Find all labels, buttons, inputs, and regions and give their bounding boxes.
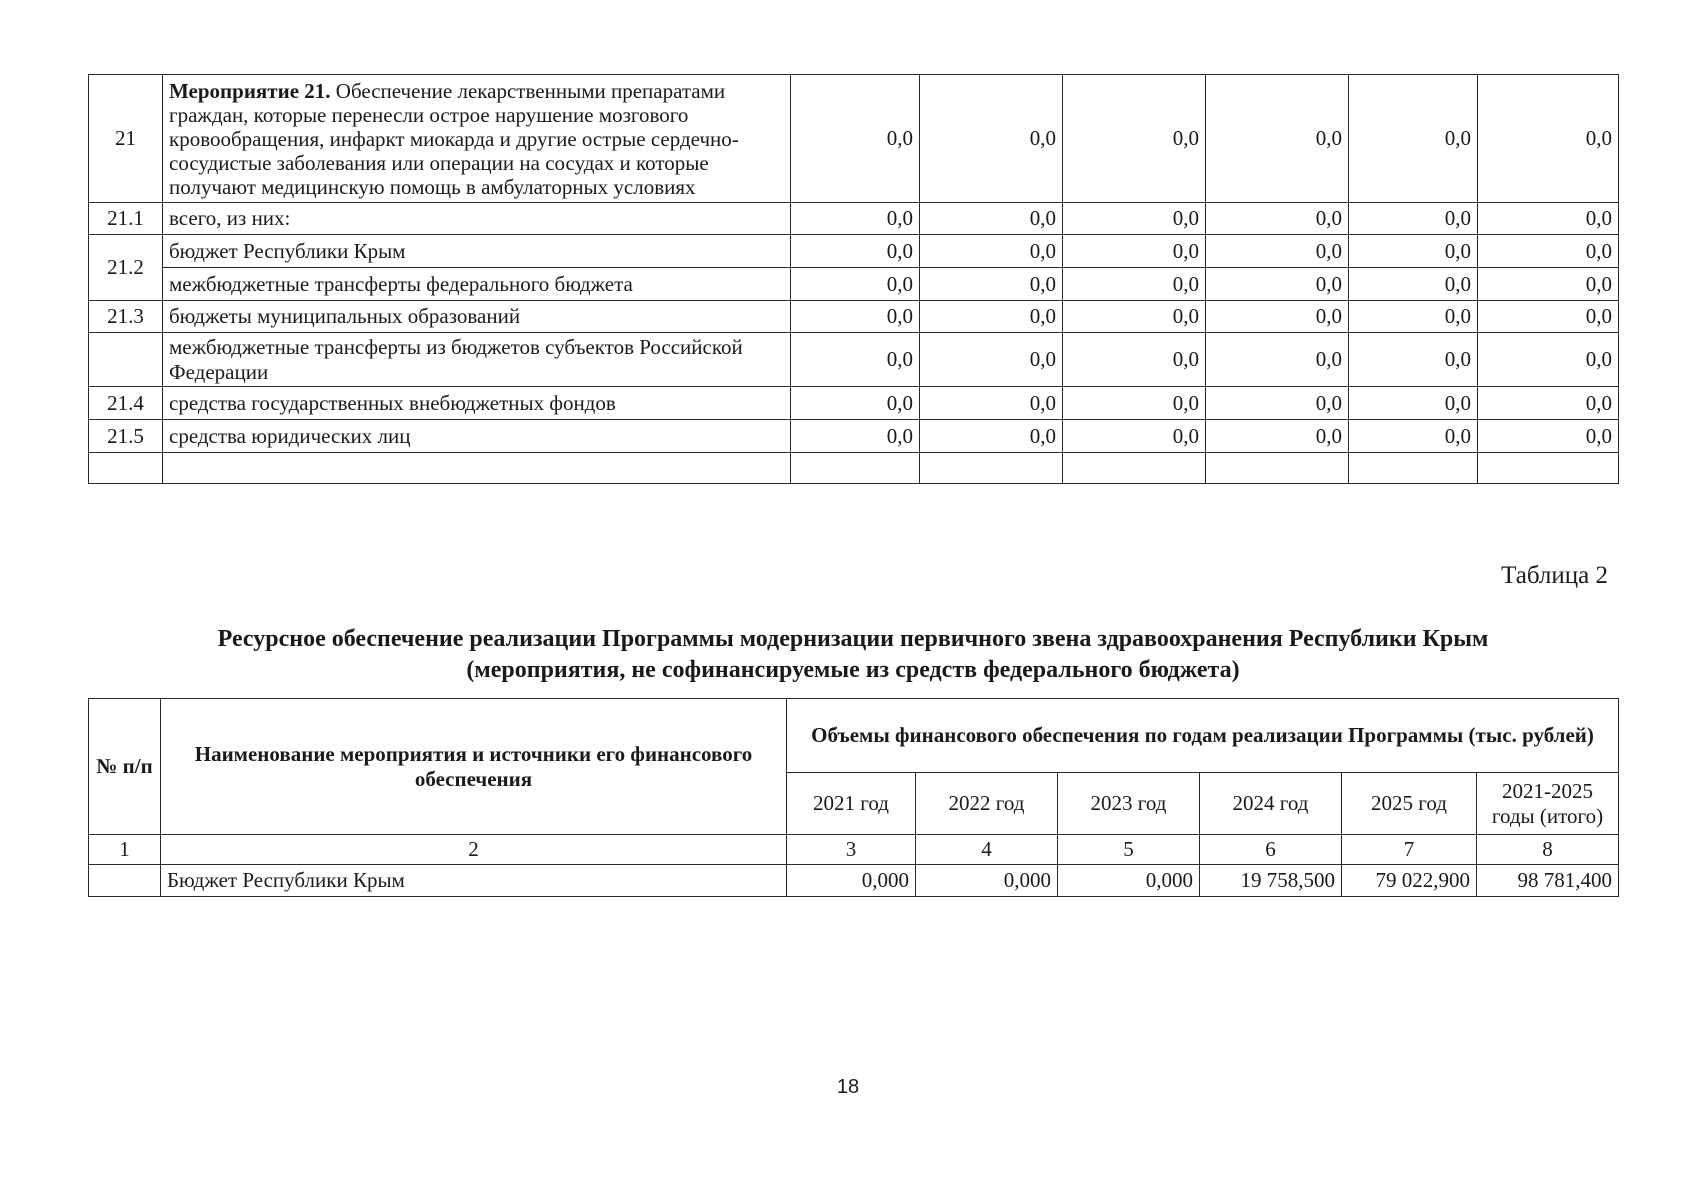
header-volumes: Объемы финансового обеспечения по годам реализации Программы (тыс. рублей) (787, 699, 1619, 773)
value-cell: 0,0 (920, 268, 1063, 301)
value-cell: 0,0 (1349, 301, 1478, 333)
page-number: 18 (836, 1076, 860, 1098)
header-year: 2023 год (1058, 773, 1200, 835)
measure-title-bold: Мероприятие 21. (169, 78, 331, 103)
value-cell: 0,0 (791, 387, 920, 420)
value-cell: 0,0 (1349, 235, 1478, 268)
value-cell: 0,000 (916, 865, 1058, 897)
header-year: 2021 год (787, 773, 916, 835)
header-num: № п/п (89, 699, 161, 835)
row-name: средства государственных внебюджетных фондов (163, 387, 791, 420)
value-cell: 0,0 (920, 203, 1063, 235)
col-number: 8 (1477, 835, 1619, 865)
value-cell: 0,0 (1478, 75, 1619, 203)
row-num: 21.2 (89, 235, 163, 301)
value-cell: 0,0 (1349, 268, 1478, 301)
value-cell: 0,0 (1478, 387, 1619, 420)
value-cell: 0,0 (1206, 387, 1349, 420)
col-number: 7 (1342, 835, 1477, 865)
header-name: Наименование мероприятия и источники его финансового обеспечения (161, 699, 787, 835)
value-cell: 0,0 (1206, 333, 1349, 387)
row-name: Бюджет Республики Крым (161, 865, 787, 897)
resource-table-measure-21 (88, 74, 1619, 484)
col-number: 6 (1200, 835, 1342, 865)
table-row (89, 420, 1619, 453)
header-year-total: 2021-2025 годы (итого) (1477, 773, 1619, 835)
value-cell: 0,0 (1206, 203, 1349, 235)
table-title-line2: (мероприятия, не софинансируемые из средств федерального бюджета) (466, 657, 1240, 683)
value-cell: 0,0 (920, 387, 1063, 420)
value-cell: 0,0 (1349, 203, 1478, 235)
value-cell: 0,0 (1349, 75, 1478, 203)
value-cell: 0,0 (1478, 203, 1619, 235)
row-name: всего, из них: (163, 203, 791, 235)
col-number: 4 (916, 835, 1058, 865)
row-name: межбюджетные трансферты из бюджетов субъектов Российской Федерации (163, 333, 791, 387)
empty-cell (920, 453, 1063, 484)
value-cell: 0,0 (791, 75, 920, 203)
value-cell: 0,0 (1206, 420, 1349, 453)
table-row (89, 268, 1619, 301)
empty-cell (1478, 453, 1619, 484)
value-cell: 0,0 (1206, 301, 1349, 333)
value-cell: 0,0 (1063, 75, 1206, 203)
measure-row (89, 75, 1619, 203)
value-cell: 0,0 (1206, 268, 1349, 301)
value-cell: 0,0 (1063, 268, 1206, 301)
measure-title-text: Обеспечение лекарственными препаратами граждан, которые перенесли острое нарушение мозгового кровообращения, инфаркт миокарда и другие острые сердечно-сосудистые заболевания или операции на сосудах и которые получают медицинскую помощь в амбулаторных условиях (169, 78, 739, 199)
value-cell: 0,0 (1478, 420, 1619, 453)
table-caption: Таблица 2 (1501, 562, 1608, 589)
value-cell: 0,0 (791, 420, 920, 453)
row-name: средства юридических лиц (163, 420, 791, 453)
measure-title (163, 75, 791, 203)
value-cell: 0,0 (791, 268, 920, 301)
value-cell: 0,000 (1058, 865, 1200, 897)
table-row (89, 387, 1619, 420)
value-cell: 0,0 (1063, 333, 1206, 387)
value-cell: 0,0 (1349, 387, 1478, 420)
value-cell: 0,0 (1206, 235, 1349, 268)
value-cell: 0,0 (1206, 75, 1349, 203)
resource-table-2 (88, 698, 1619, 897)
row-num (89, 333, 163, 387)
table-title-line1: Ресурсное обеспечение реализации Программы модернизации первичного звена здравоохранения Республики Крым (217, 626, 1489, 652)
empty-cell (1063, 453, 1206, 484)
col-number: 3 (787, 835, 916, 865)
table-row (89, 333, 1619, 387)
empty-cell (791, 453, 920, 484)
value-cell: 0,0 (1063, 387, 1206, 420)
row-name: бюджеты муниципальных образований (163, 301, 791, 333)
col-number: 2 (161, 835, 787, 865)
value-cell: 0,0 (1478, 268, 1619, 301)
row-num: 21.5 (89, 420, 163, 453)
value-cell: 0,0 (920, 301, 1063, 333)
value-cell: 0,0 (1478, 301, 1619, 333)
row-num: 21.1 (89, 203, 163, 235)
table-row (89, 203, 1619, 235)
table-title (88, 624, 1618, 686)
value-cell: 0,0 (1478, 333, 1619, 387)
value-cell: 19 758,500 (1200, 865, 1342, 897)
empty-cell (89, 453, 163, 484)
value-cell: 0,0 (920, 75, 1063, 203)
value-cell: 0,0 (1063, 235, 1206, 268)
value-cell: 0,0 (1349, 420, 1478, 453)
table-row (89, 235, 1619, 268)
value-cell: 0,0 (791, 235, 920, 268)
row-num: 21.3 (89, 301, 163, 333)
measure-num: 21 (89, 75, 163, 203)
empty-cell (1206, 453, 1349, 484)
row-num: 21.4 (89, 387, 163, 420)
table-row (89, 865, 1619, 897)
value-cell: 0,0 (1063, 203, 1206, 235)
value-cell: 0,0 (1063, 420, 1206, 453)
empty-cell (163, 453, 791, 484)
empty-row (89, 453, 1619, 484)
value-cell: 0,0 (791, 203, 920, 235)
header-year: 2024 год (1200, 773, 1342, 835)
value-cell: 0,0 (920, 333, 1063, 387)
empty-cell (1349, 453, 1478, 484)
header-year: 2025 год (1342, 773, 1477, 835)
value-cell: 0,0 (1349, 333, 1478, 387)
value-cell: 0,0 (791, 301, 920, 333)
value-cell: 79 022,900 (1342, 865, 1477, 897)
row-name: межбюджетные трансферты федерального бюджета (163, 268, 791, 301)
row-num (89, 865, 161, 897)
row-name: бюджет Республики Крым (163, 235, 791, 268)
col-number: 5 (1058, 835, 1200, 865)
value-cell: 0,0 (1478, 235, 1619, 268)
value-cell: 0,0 (1063, 301, 1206, 333)
value-cell: 0,000 (787, 865, 916, 897)
value-cell: 0,0 (920, 420, 1063, 453)
column-numbers-row (89, 835, 1619, 865)
value-cell: 0,0 (791, 333, 920, 387)
table-row (89, 301, 1619, 333)
header-row (89, 699, 1619, 773)
header-year: 2022 год (916, 773, 1058, 835)
col-number: 1 (89, 835, 161, 865)
value-cell: 98 781,400 (1477, 865, 1619, 897)
value-cell: 0,0 (920, 235, 1063, 268)
